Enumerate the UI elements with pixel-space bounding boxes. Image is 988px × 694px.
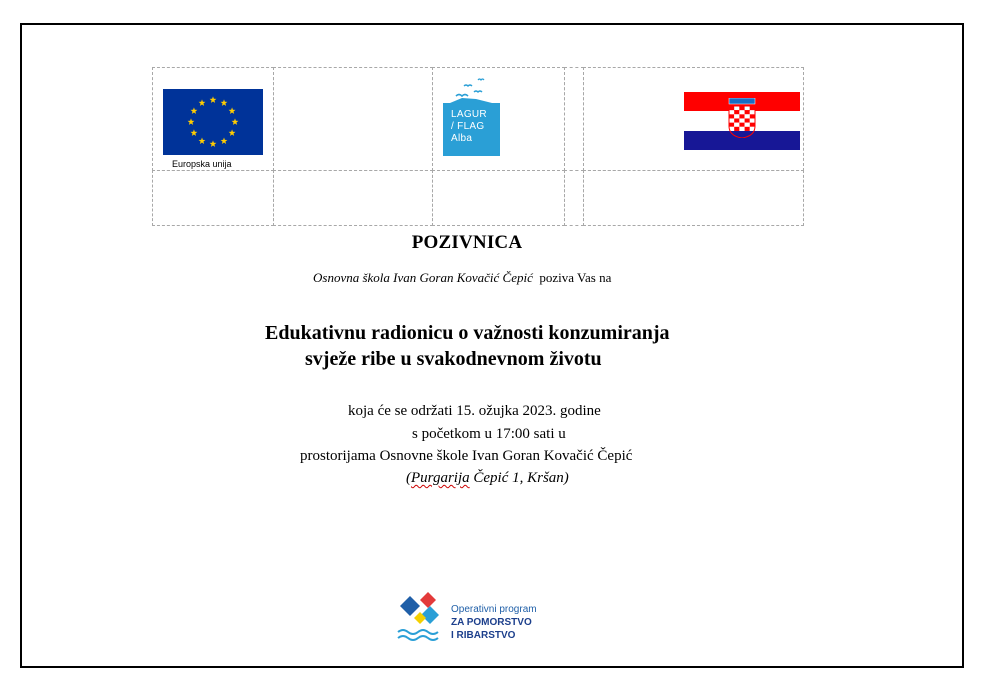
eu-star-icon bbox=[221, 99, 228, 106]
table-cell bbox=[583, 170, 804, 226]
eu-star-icon bbox=[210, 140, 217, 147]
eu-star-icon bbox=[191, 107, 198, 114]
eu-star-icon bbox=[199, 99, 206, 106]
workshop-title-line-1: Edukativnu radionicu o važnosti konzumiranja bbox=[265, 322, 670, 344]
eu-star-icon bbox=[188, 118, 195, 125]
birds-icon bbox=[448, 74, 494, 104]
event-time: s početkom u 17:00 sati u bbox=[412, 426, 566, 442]
invite-line bbox=[313, 270, 611, 286]
coat-of-arms-icon bbox=[728, 98, 756, 138]
program-logo-icon bbox=[396, 590, 448, 644]
event-date: koja će se održati 15. ožujka 2023. godine bbox=[348, 403, 601, 419]
eu-star-icon bbox=[199, 137, 206, 144]
table-cell bbox=[564, 170, 584, 226]
table-cell bbox=[152, 170, 274, 226]
eu-label: Europska unija bbox=[172, 159, 232, 169]
table-cell bbox=[273, 67, 433, 171]
logo-line: LAGUR bbox=[451, 109, 487, 120]
table-cell bbox=[432, 170, 565, 226]
eu-star-icon bbox=[229, 129, 236, 136]
table-cell bbox=[273, 170, 433, 226]
program-line: ZA POMORSTVO bbox=[451, 617, 532, 628]
event-venue: prostorijama Osnovne škole Ivan Goran Kovačić Čepić bbox=[300, 448, 633, 464]
eu-star-icon bbox=[221, 137, 228, 144]
school-name: Osnovna škola Ivan Goran Kovačić Čepić bbox=[313, 270, 533, 285]
eu-star-icon bbox=[232, 118, 239, 125]
program-logo-text bbox=[451, 603, 537, 642]
invite-tail: poziva Vas na bbox=[539, 270, 612, 285]
eu-star-icon bbox=[229, 107, 236, 114]
page-title: POZIVNICA bbox=[411, 232, 523, 253]
program-line: I RIBARSTVO bbox=[451, 630, 516, 641]
address-street: Purgarija bbox=[411, 470, 470, 486]
eu-star-icon bbox=[210, 96, 217, 103]
event-address: (Purgarija Čepić 1, Kršan) bbox=[406, 470, 569, 486]
logo-line: Alba bbox=[451, 133, 473, 144]
table-cell bbox=[564, 67, 584, 171]
logo-line: / FLAG bbox=[451, 121, 485, 132]
eu-star-icon bbox=[191, 129, 198, 136]
eu-flag-icon bbox=[163, 89, 263, 155]
program-line: Operativni program bbox=[451, 604, 537, 615]
croatia-flag-icon bbox=[684, 92, 800, 150]
lagur-flag-logo bbox=[443, 103, 500, 156]
workshop-title-line-2: svježe ribe u svakodnevnom životu bbox=[305, 348, 602, 370]
